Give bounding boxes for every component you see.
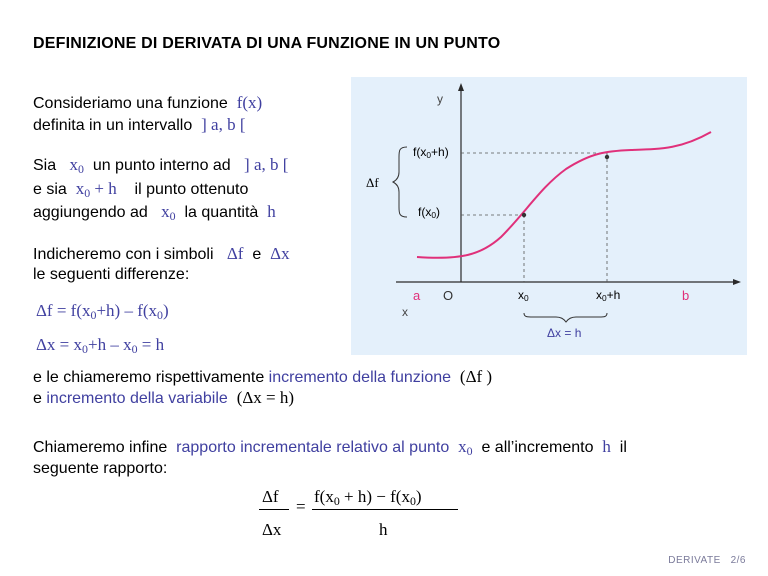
fraction-num-right: $f(x_0 + h) - f(x_0)$ <box>314 487 422 508</box>
para5-line2: seguente rapporto: <box>33 460 168 477</box>
a-label: a <box>413 288 421 303</box>
fraction-equals: = <box>296 497 306 516</box>
delta-f-brace <box>393 147 407 217</box>
para1-line2: definita in un intervallo ] a, b [ <box>33 115 246 134</box>
origin-label: O <box>443 288 454 303</box>
para5-line1: Chiameremo infine rapporto incrementale relativo al punto $x_0$ e all’incremento h il <box>33 437 627 458</box>
fraction-den-right: h <box>379 520 388 539</box>
x-axis-label: x <box>402 305 408 319</box>
point-x0 <box>522 213 526 217</box>
para3-line2: le seguenti differenze: <box>33 266 190 283</box>
delta-f-label: Δf <box>366 175 379 190</box>
x0h-label: $x_0+h$ <box>596 288 621 304</box>
para4-line2: e incremento della variabile (Δx = h) <box>33 388 295 407</box>
b-label: b <box>682 288 690 303</box>
y-axis-label: y <box>437 92 443 106</box>
delta-x-brace <box>524 313 607 322</box>
fx0h-label: $f(x_0+h)$ <box>413 145 449 161</box>
footer: DERIVATE 2/6 <box>668 555 746 566</box>
fraction-num-left: Δf <box>262 487 279 506</box>
fx0-label: $f(x_0)$ <box>418 205 441 221</box>
para1-line1: Consideriamo una funzione f(x) <box>33 93 263 112</box>
delta-x-label: Δx = h <box>547 326 582 340</box>
fraction-den-left: Δx <box>262 520 282 539</box>
fraction-bar-left <box>259 509 289 510</box>
para2-line1: Sia $x_0$ un punto interno ad ] a, b [ <box>33 155 289 176</box>
equation-delta-x: $\Delta x = x_0+h - x_0 = h$ <box>36 335 165 356</box>
para4-line1: e le chiameremo rispettivamente incremento della funzione (Δf ) <box>33 367 493 386</box>
function-graph <box>351 77 747 355</box>
y-axis-arrow <box>458 83 464 91</box>
x-axis-arrow <box>733 279 741 285</box>
page-title: DEFINIZIONE DI DERIVATA DI UNA FUNZIONE IN UN PUNTO <box>33 35 501 52</box>
x0-label: $x_0$ <box>518 288 529 304</box>
fraction-bar-right <box>312 509 458 510</box>
equation-delta-f: $\Delta f = f(x_0+h) - f(x_0)$ <box>36 301 169 322</box>
para2-line2: e sia $x_0 + h$ il punto ottenuto <box>33 179 249 200</box>
point-x0h <box>605 155 609 159</box>
para2-line3: aggiungendo ad $x_0$ la quantità h <box>33 202 276 223</box>
para3-line1: Indicheremo con i simboli Δf e Δx <box>33 244 290 263</box>
